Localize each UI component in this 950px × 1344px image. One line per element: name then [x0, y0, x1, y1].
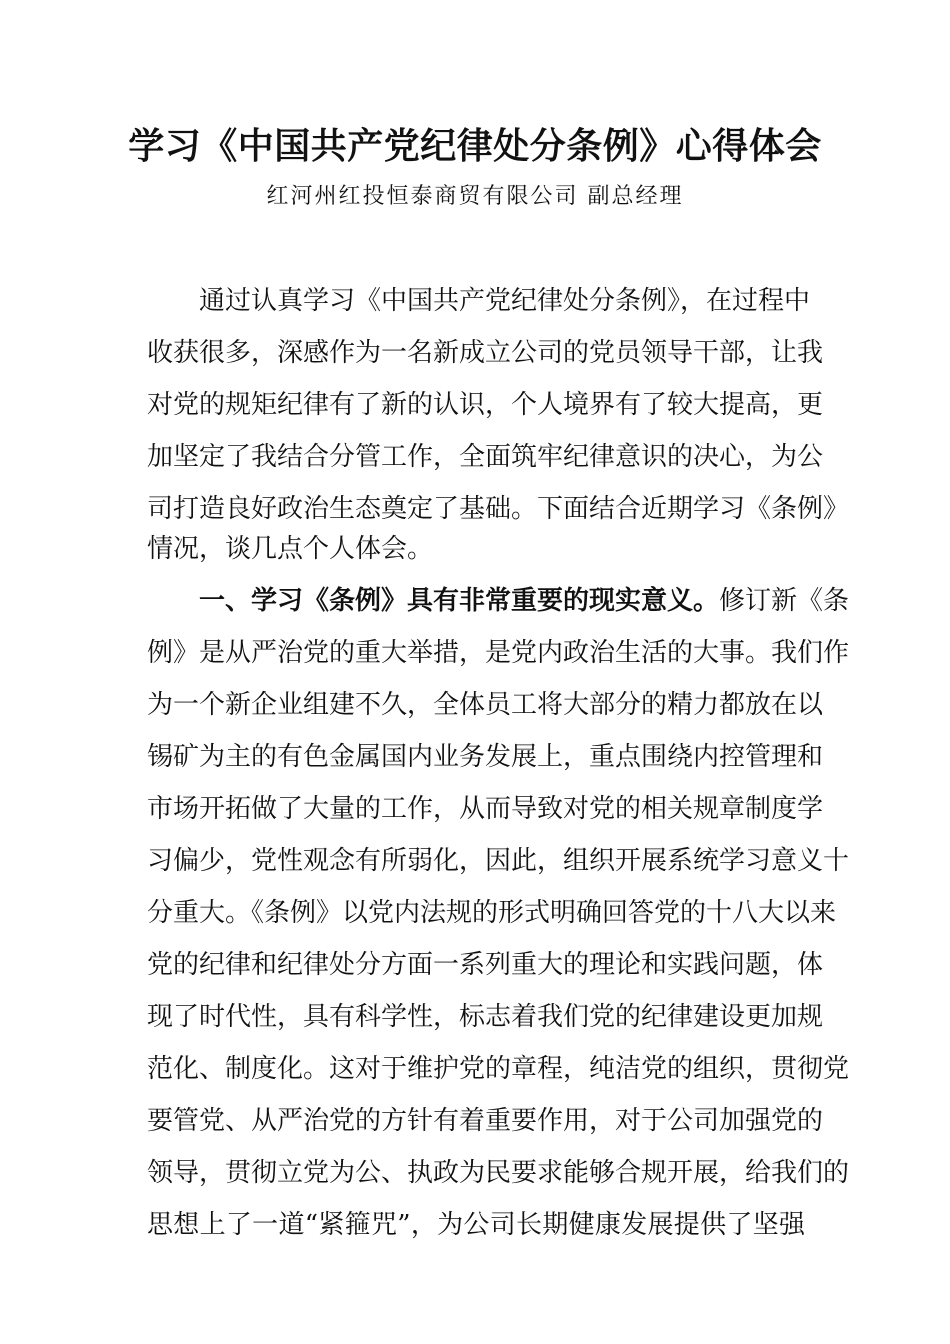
paragraph-2-line: 要管党、从严治党的方针有着重要作用，对于公司加强党的 [147, 1106, 824, 1136]
paragraph-2-line: 习偏少，党性观念有所弱化，因此，组织开展系统学习意义十 [147, 846, 850, 876]
paragraph-2-line: 锡矿为主的有色金属国内业务发展上，重点围绕内控管理和 [147, 742, 824, 772]
paragraph-1-line: 加坚定了我结合分管工作，全面筑牢纪律意识的决心，为公 [147, 442, 824, 472]
document-subtitle: 红河州红投恒泰商贸有限公司 副总经理 [266, 184, 684, 209]
paragraph-2-first-line-rest: 修订新《条 [719, 586, 850, 616]
paragraph-1-line: 收获很多，深感作为一名新成立公司的党员领导干部，让我 [147, 338, 824, 368]
section-heading: 一、学习《条例》具有非常重要的现实意义。 [199, 586, 720, 616]
paragraph-1-line: 对党的规矩纪律有了新的认识，个人境界有了较大提高，更 [147, 390, 824, 420]
paragraph-2-line: 党的纪律和纪律处分方面一系列重大的理论和实践问题，体 [147, 950, 824, 980]
document-title: 学习《中国共产党纪律处分条例》心得体会 [128, 126, 822, 167]
paragraph-1-line: 情况，谈几点个人体会。 [147, 534, 434, 564]
paragraph-2-first-line [199, 575, 850, 627]
paragraph-2-line: 分重大。《条例》以党内法规的形式明确回答党的十八大以来 [147, 898, 837, 928]
paragraph-2-line: 为一个新企业组建不久，全体员工将大部分的精力都放在以 [147, 690, 824, 720]
paragraph-1-line: 司打造良好政治生态奠定了基础。下面结合近期学习《条例》 [147, 494, 850, 524]
paragraph-2-line: 范化、制度化。这对于维护党的章程，纯洁党的组织，贯彻党 [147, 1054, 850, 1084]
paragraph-2-line: 现了时代性，具有科学性，标志着我们党的纪律建设更加规 [147, 1002, 824, 1032]
paragraph-2-line: 思想上了一道“紧箍咒”，为公司长期健康发展提供了坚强 [147, 1210, 805, 1240]
paragraph-2-line: 市场开拓做了大量的工作，从而导致对党的相关规章制度学 [147, 794, 824, 824]
paragraph-2-line: 领导，贯彻立党为公、执政为民要求能够合规开展，给我们的 [147, 1158, 850, 1188]
paragraph-1-line: 通过认真学习《中国共产党纪律处分条例》，在过程中 [199, 286, 811, 316]
paragraph-2-line: 例》是从严治党的重大举措，是党内政治生活的大事。我们作 [147, 638, 850, 668]
